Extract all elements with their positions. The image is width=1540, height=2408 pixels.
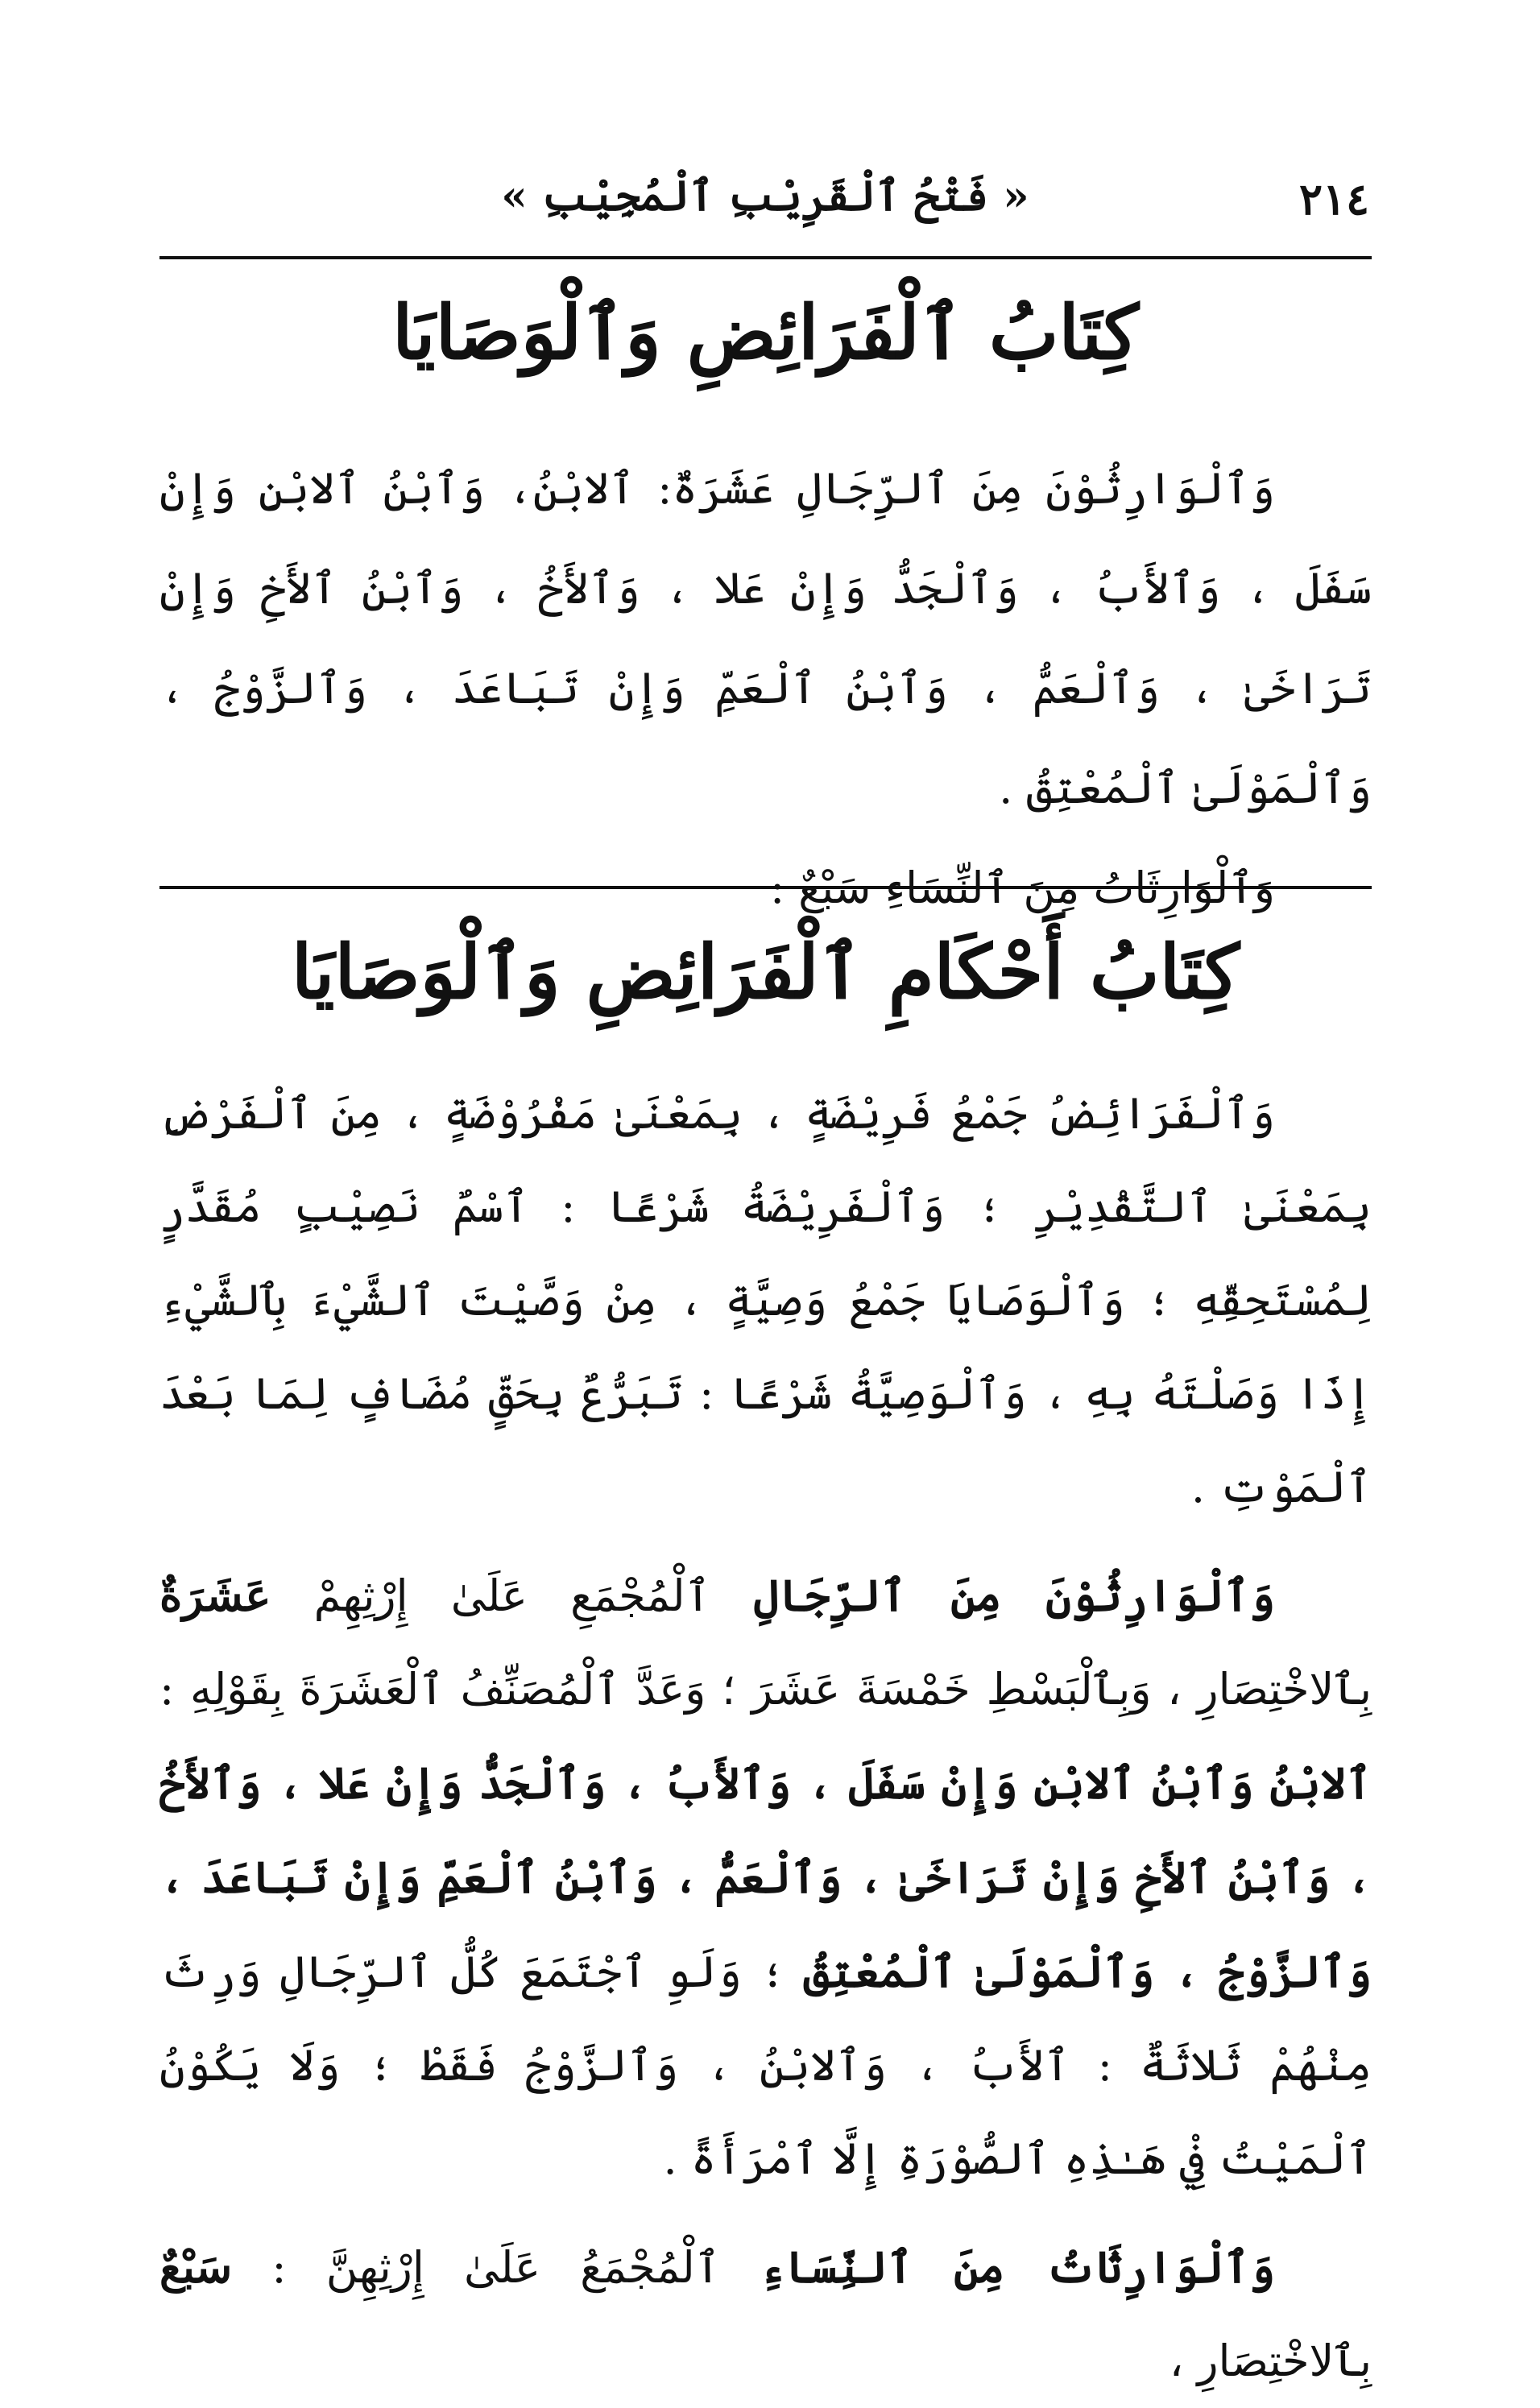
matn-quote: سَبْعٌ	[159, 2241, 233, 2293]
commentary-text: ٱلْمُجْمَعُ عَلَىٰ إِرْثِهِنَّ :	[232, 2242, 760, 2293]
commentary-text: بِٱلاخْتِصَارِ ، وَبِٱلْبَسْطِ خَمْسَةَ عَشَرَ ؛ وَعَدَّ ٱلْمُصَنِّفُ ٱلْعَشَرَةَ بِقَوْلِهِ :	[159, 1664, 1372, 1715]
sharh-paragraph-men-heirs	[159, 1549, 1372, 2206]
sharh-chapter-heading: كِتَابُ أَحْكَامِ ٱلْفَرَائِضِ وَٱلْوَصَايَا	[291, 929, 1240, 1016]
book-title: « فَتْحُ ٱلْقَرِيْبِ ٱلْمُجِيْبِ »	[501, 172, 1029, 221]
sharh-paragraph-definitions: وَٱلْفَرَائِضُ جَمْعُ فَرِيْضَةٍ ، بِمَعْنَىٰ مَفْرُوْضَةٍ ، مِنَ ٱلْفَرْضِ بِمَعْنَىٰ ٱلتَّقْدِيْرِ ؛ وَٱلْفَرِيْضَةُ شَرْعًا : ٱسْمٌ نَصِيْبٍ مُقَدَّرٍ لِمُسْتَحِقِّهِ ؛ وَٱلْوَصَايَا جَمْعُ وَصِيَّةٍ ، مِنْ وَصَّيْتَ ٱلشَّيْءَ بِٱلشَّيْءِ إِذَا وَصَلْتَهُ بِهِ ، وَٱلْوَصِيَّةُ شَرْعًا : تَبَرُّعٌ بِحَقٍّ مُضَافٍ لِمَا بَعْدَ ٱلْمَوْتِ .	[159, 1088, 1372, 1512]
matn-quote: وَٱلْوَارِثُوْنَ مِنَ ٱلرِّجَالِ	[753, 1570, 1275, 1621]
matn-paragraph-women-heirs: وَٱلْوَارِثَاتُ مِنَ ٱلنِّسَاءِ سَبْعٌ :	[769, 863, 1275, 913]
matn-quote: ٱلابْنُ وَٱبْنُ ٱلابْنِ وَإِنْ سَفَلَ ، وَٱلأَبُ ، وَٱلْجَدُّ وَإِنْ عَلا ، وَٱلأَخُ ، وَٱبْنُ ٱلأَخِ وَإِنْ تَرَاخَىٰ ، وَٱلْعَمُّ ، وَٱبْنُ ٱلْعَمِّ وَإِنْ تَبَاعَدَ ، وَٱلزَّوْجُ ، وَٱلْمَوْلَىٰ ٱلْمُعْتِقُ	[159, 1757, 1372, 1997]
commentary-text: بِٱلاخْتِصَارِ ،	[1169, 2336, 1372, 2386]
matn-paragraph-men-heirs: وَٱلْوَارِثُوْنَ مِنَ ٱلرِّجَالِ عَشَرَةٌ: ٱلابْنُ، وَٱبْنُ ٱلابْنِ وَإِنْ سَفَلَ ، وَٱلأَبُ ، وَٱلْجَدُّ وَإِنْ عَلا ، وَٱلأَخُ ، وَٱبْنُ ٱلأَخِ وَإِنْ تَرَاخَىٰ ، وَٱلْعَمُّ ، وَٱبْنُ ٱلْعَمِّ وَإِنْ تَبَاعَدَ ، وَٱلزَّوْجُ ، وَٱلْمَوْلَىٰ ٱلْمُعْتِقُ .	[159, 463, 1372, 813]
sharh-paragraph-women-heirs	[159, 2220, 1372, 2408]
page-number: ٢١٤	[1298, 173, 1369, 225]
sharh-text	[159, 1067, 1372, 2408]
section-divider-rule	[159, 886, 1372, 889]
running-header	[161, 165, 1369, 238]
matn-quote: عَشَرَةٌ	[159, 1570, 271, 1621]
matn-quote: وَٱلْوَارِثَاتُ مِنَ ٱلنِّسَاءِ	[760, 2241, 1275, 2293]
header-rule	[159, 256, 1372, 259]
matn-chapter-heading: كِتَابُ ٱلْفَرَائِضِ وَٱلْوَصَايَا	[391, 289, 1140, 376]
commentary-text: ٱلْمُجْمَعِ عَلَىٰ إِرْثِهِمْ	[271, 1570, 754, 1621]
matn-text	[159, 439, 1372, 938]
commentary-text: ؛ وَلَوِ ٱجْتَمَعَ كُلُّ ٱلرِّجَالِ وَرِثَ مِنْهُمْ ثَلاثَةٌ : ٱلأَبُ ، وَٱلابْنُ ، وَٱلزَّوْجُ فَقَطْ ؛ وَلَا يَكُوْنُ ٱلْمَيْتُ فِيْ هَـٰذِهِ ٱلصُّوْرَةِ إِلَّا ٱمْرَأَةً .	[159, 1947, 1372, 2184]
